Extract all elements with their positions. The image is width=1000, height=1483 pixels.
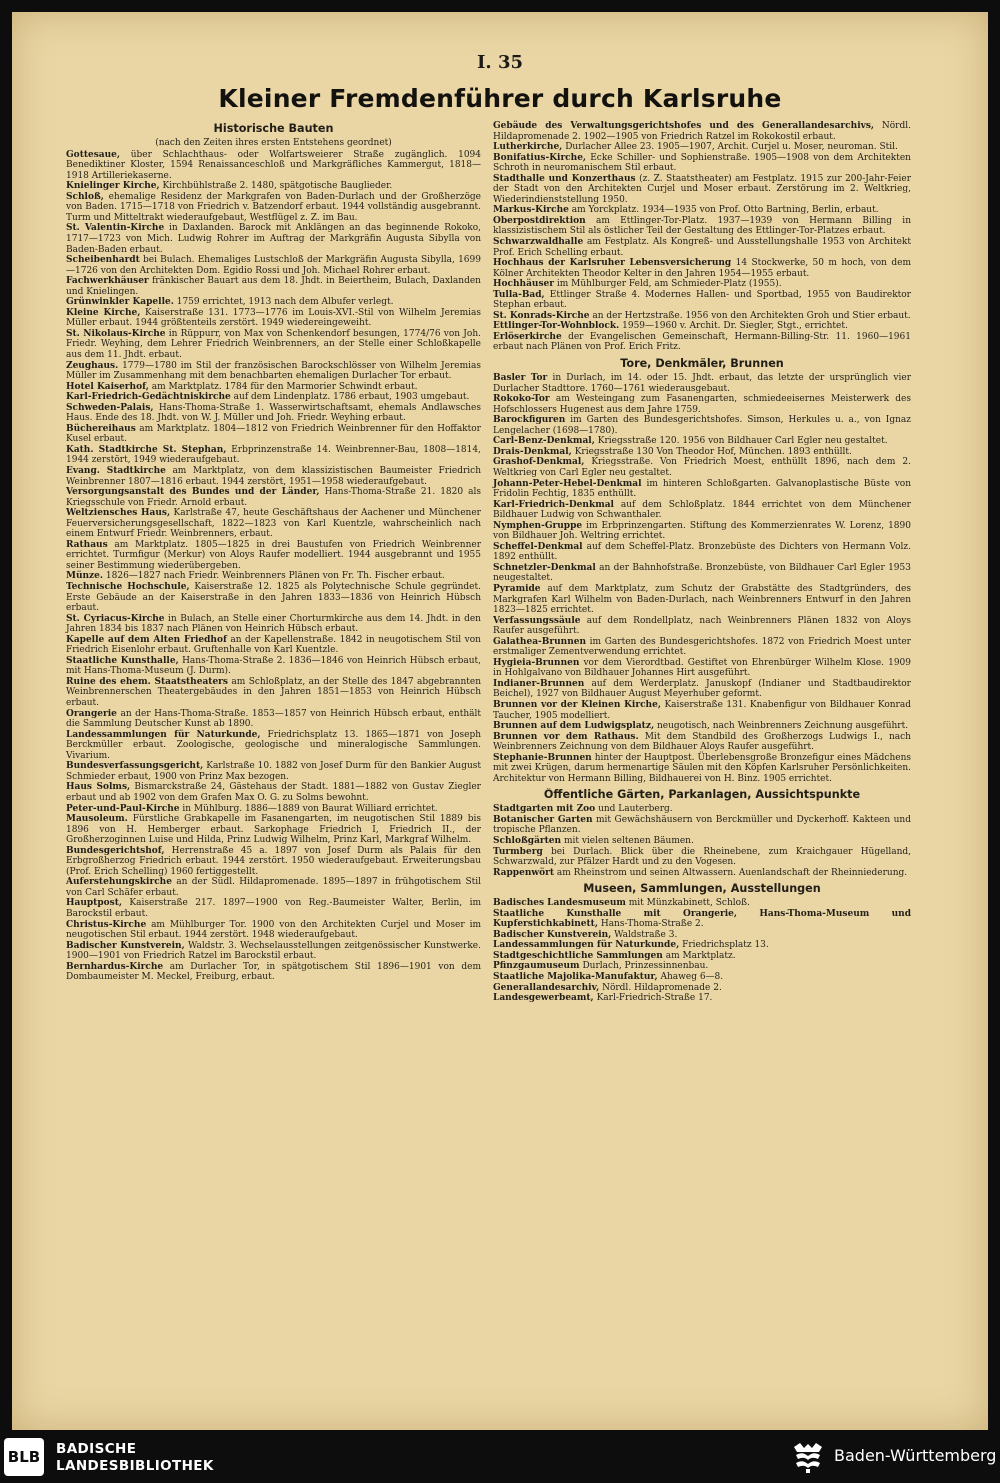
entry-text: 1959—1960 v. Archit. Dr. Siegler, Stgt., errichtet. <box>622 321 848 332</box>
entry-title: Münze. <box>66 571 104 582</box>
entry-text: Kriegsstraße 120. 1956 von Bildhauer Carl Egler neu gestaltet. <box>597 436 888 447</box>
entry-text: 1759 errichtet, 1913 nach dem Albufer verlegt. <box>176 297 394 308</box>
entry-text: Karlstraße 10. 1882 von Josef Durm für den Bankier August Schmieder erbaut, 1900 von Prinz Max bezogen. <box>66 761 481 782</box>
entry-title: Grünwinkler Kapelle. <box>66 297 174 308</box>
entry-title: Carl-Benz-Denkmal, <box>493 436 595 447</box>
list-item <box>493 436 911 447</box>
entry-text: hinter der Hauptpost. Überlebensgroße Bronzefigur eines Mädchens mit zwei Krügen, darum hermenartige Säulen mit den Köpfen Karlsruher Persönlichkeiten. Architektur von Hermann Billing, Bildhauerei von H. Binz. 1905 errichtet. <box>493 752 911 784</box>
entry-title: Bundesgerichtshof, <box>66 845 165 856</box>
list-item <box>66 709 481 730</box>
list-item <box>493 142 911 153</box>
entry-text: vor dem Vierordtbad. Gestiftet von Ehrenbürger Wilhelm Klose. 1909 in Hohlgalvano von Bildhauer Johannes Hirt ausgeführt. <box>493 657 911 679</box>
left-column <box>66 122 481 983</box>
list-item <box>493 898 911 909</box>
entry-text: Kirchbühlstraße 2. 1480, spätgotische Bauglieder. <box>162 181 393 192</box>
entry-title: Evang. Stadtkirche <box>66 466 166 476</box>
entry-title: Lutherkirche, <box>493 142 563 153</box>
list-item <box>493 658 911 679</box>
entry-title: Weltziensches Haus, <box>66 508 171 519</box>
entry-title: St. Nikolaus-Kirche <box>66 328 166 339</box>
section-heading: Museen, Sammlungen, Ausstellungen <box>583 882 821 896</box>
list-item <box>66 846 481 878</box>
list-item <box>66 150 481 182</box>
section-heading: Tore, Denkmäler, Brunnen <box>620 357 784 371</box>
list-item <box>66 445 481 466</box>
entry-text: 1779—1780 im Stil der französischen Barockschlösser von Wilhelm Jeremias Müller im Zusammenhang mit dem benachbarten ehemaligen Durlacher Tor erbaut. <box>66 360 481 382</box>
entry-title: Landessammlungen für Naturkunde, <box>493 940 680 951</box>
entry-title: Versorgungsanstalt des Bundes und der Länder, <box>66 487 320 498</box>
list-item <box>66 782 481 803</box>
entry-title: Hotel Kaiserhof, <box>66 381 149 392</box>
entry-text: 14 Stockwerke, 50 m hoch, von dem Kölner Architekten Theodor Kelter in den Jahren 1954—1955 erbaut. <box>493 258 911 279</box>
entry-text: Fürstliche Grabkapelle im Fasanengarten, im neugotischen Stil 1889 bis 1896 von H. Hemberger erbaut. Sarkophage Friedrich I, Friedrich II., der Großherzoginnen Luise und Hilda, Prinz Ludwig Wilhelm, Prinz Karl, Markgraf Wilhelm. <box>66 814 481 846</box>
entry-title: Knielinger Kirche, <box>66 181 160 192</box>
entry-text: Hans-Thoma-Straße 2. 1836—1846 von Heinrich Hübsch erbaut, mit Hans-Thoma-Museum (J. Durm). <box>66 655 481 677</box>
page-number: I. 35 <box>476 52 523 73</box>
entry-text: Durlacher Allee 23. 1905—1907, Archit. Curjel u. Moser, neuroman. Stil. <box>565 142 898 153</box>
entry-title: Brunnen vor der Kleinen Kirche, <box>493 699 661 710</box>
entry-title: Galathea-Brunnen <box>493 636 587 647</box>
entry-title: Bernhardus-Kirche <box>66 961 164 972</box>
list-item <box>66 730 481 762</box>
list-item <box>493 394 911 415</box>
list-item <box>493 951 911 962</box>
list-item <box>493 753 911 785</box>
list-item <box>66 962 481 983</box>
entry-text: fränkischer Bauart aus dem 18. Jhdt. in Beiertheim, Bulach, Daxlanden und Knielingen. <box>66 276 481 297</box>
entry-title: Nymphen-Gruppe <box>493 520 583 531</box>
list-item <box>493 332 911 353</box>
entry-text: auf dem Marktplatz, zum Schutz der Grabstätte des Stadtgründers, des Markgrafen Karl Wilhelm von Baden-Durlach, nach Weinbrenners Entwurf in den Jahren 1823—1825 errichtet. <box>493 583 911 616</box>
list-item <box>66 192 481 224</box>
entry-title: Auferstehungskirche <box>66 877 172 888</box>
entry-text: in Durlach, im 14. oder 15. Jhdt. erbaut, das letzte der ursprünglich vier Durlacher Stadttore. 1760—1761 wiederausgebaut. <box>493 373 911 394</box>
list-item <box>493 836 911 847</box>
entry-title: Schloßgärten <box>493 836 562 846</box>
library-name-line1: BADISCHE <box>56 1441 137 1457</box>
list-item <box>493 237 911 258</box>
list-item <box>66 382 481 393</box>
library-name-line2: LANDESBIBLIOTHEK <box>56 1458 214 1474</box>
list-item <box>66 403 481 424</box>
entry-title: St. Cyriacus-Kirche <box>66 613 165 624</box>
entry-title: Grashof-Denkmal, <box>493 457 585 468</box>
entry-title: Landesgewerbeamt, <box>493 993 594 1004</box>
entry-title: Oberpostdirektion <box>493 215 586 226</box>
entry-text: am Schloßplatz, an der Stelle des 1847 abgebrannten Weinbrennerschen Theatergebäudes in den Jahren 1851—1853 von Heinrich Hübsch erbaut. <box>66 676 481 709</box>
entry-title: Hygieia-Brunnen <box>493 657 580 668</box>
entry-text: auf dem Lindenplatz. 1786 erbaut, 1903 umgebaut. <box>233 392 470 403</box>
entry-text: der Evangelischen Gemeinschaft, Hermann-Billing-Str. 11. 1960—1961 erbaut nach Plänen von Prof. Erich Fritz. <box>493 331 911 353</box>
list-item <box>66 329 481 361</box>
list-item <box>493 732 911 753</box>
list-item <box>493 721 911 732</box>
document-page <box>12 12 988 1430</box>
entry-title: Basler Tor <box>493 373 548 384</box>
right-sections <box>493 353 911 1004</box>
entry-title: Staatliche Kunsthalle, <box>66 655 179 666</box>
entry-title: Brunnen vor dem Rathaus. <box>493 731 639 742</box>
entry-title: Rathaus <box>66 539 108 550</box>
entry-title: Bundesverfassungsgericht, <box>66 761 204 772</box>
entry-title: Landessammlungen für Naturkunde, <box>66 729 261 740</box>
entry-title: Stephanie-Brunnen <box>493 752 592 763</box>
entry-title: Badischer Kunstverein, <box>66 940 185 951</box>
entry-text: Herrenstraße 45 a. 1897 von Josef Durm als Palais für den Erbgroßherzog Friedrich erbaut. 1944 zerstört. 1950 wiederaufgebaut. Erweiterungsbau (Prof. Erich Schelling) 1960 fertiggestellt. <box>66 845 481 877</box>
entry-text: Friedrichsplatz 13. <box>682 940 769 951</box>
list-item <box>66 255 481 276</box>
entry-text: Kaiserstraße 12. 1825 als Polytechnische Schule gegründet. Erste Gebäude an der Kaiserstraße in den Jahren 1833—1836 von Heinrich Hübsch erbaut. <box>66 582 481 614</box>
entry-text: Friedrichsplatz 13. 1865—1871 von Joseph Berckmüller erbaut. Zoologische, geologische und mineralogische Sammlungen. Vivarium. <box>66 729 482 761</box>
list-item <box>66 392 481 403</box>
section-list <box>493 373 911 784</box>
entry-text: an der Kapellenstraße. 1842 in neugotischem Stil von Friedrich Eisenlohr erbaut. Gruftenhalle von Karl Kuentzle. <box>66 634 481 656</box>
entry-title: Schloß, <box>66 191 104 202</box>
entry-text: bei Durlach. Blick über die Rheinebene, zum Kraichgauer Hügelland, Schwarzwald, zur Pfälzer Hardt und zu den Vogesen. <box>493 846 911 868</box>
entry-title: Indianer-Brunnen <box>493 678 585 689</box>
entry-text: am Marktplatz. <box>665 950 736 961</box>
library-name[interactable] <box>56 1441 214 1475</box>
list-item <box>493 983 911 994</box>
entry-title: Rappenwört <box>493 867 555 878</box>
entry-title: Stadtgeschichtliche Sammlungen <box>493 950 663 961</box>
entry-title: Christus-Kirche <box>66 919 147 930</box>
section-list <box>493 898 911 1003</box>
entry-title: Johann-Peter-Hebel-Denkmal <box>493 478 642 489</box>
entry-title: Rokoko-Tor <box>493 394 550 405</box>
entry-title: Zeughaus. <box>66 360 119 371</box>
list-item <box>66 297 481 308</box>
list-item <box>493 961 911 972</box>
entry-text: auf dem Scheffel-Platz. Bronzebüste des Dichters von Hermann Volz. 1892 enthüllt. <box>493 541 911 563</box>
entry-title: Badischer Kunstverein, <box>493 929 612 940</box>
list-item <box>66 466 481 487</box>
list-item <box>66 424 481 445</box>
entry-text: Kaiserstraße 131. Knabenfigur von Bildhauer Konrad Taucher, 1905 modelliert. <box>493 699 911 721</box>
entry-text: in Rüppurr, von Max von Schenkendorf besungen, 1774/76 von Joh. Friedr. Weyhing, dem Lehrer Friedrich Weinbrenners, an der Stelle einer Schloßkapelle aus dem 11. Jhdt. erbaut. <box>66 328 481 360</box>
entry-title: Stadtgarten mit Zoo <box>493 804 596 815</box>
entry-text: mit Gewächshäusern von Berckmüller und Dyckerhoff. Kakteen und tropische Pflanzen. <box>493 814 911 836</box>
entry-title: Fachwerkhäuser <box>66 276 149 287</box>
list-item <box>493 321 911 332</box>
list-item <box>66 761 481 782</box>
section-list <box>493 804 911 878</box>
entry-text: Waldstr. 3. Wechselausstellungen zeitgenössischer Kunstwerke. 1900—1901 von Friedrich Ratzel im Barockstil erbaut. <box>66 940 481 962</box>
entry-text: an der Südl. Hildapromenade. 1895—1897 in frühgotischem Stil von Carl Schäfer erbaut. <box>66 877 481 898</box>
list-item <box>493 279 911 290</box>
entry-title: Badisches Landesmuseum <box>493 898 626 909</box>
entry-title: Hochhaus der Karlsruher Lebensversicherung <box>493 258 732 269</box>
entry-text: Erbprinzenstraße 14. Weinbrenner-Bau, 1808—1814, 1944 zerstört, 1949 wiederaufgebaut. <box>66 444 481 466</box>
list-item <box>66 540 481 572</box>
list-item <box>493 542 911 563</box>
list-item <box>66 308 481 329</box>
list-item <box>493 521 911 542</box>
entry-title: Haus Solms, <box>66 782 131 793</box>
list-item <box>493 479 911 500</box>
list-item <box>493 311 911 322</box>
list-item <box>493 415 911 436</box>
entry-text: am Marktplatz. 1805—1825 in drei Baustufen von Friedrich Weinbrenner errichtet. Turmfigur (Merkur) von Aloys Raufer modelliert. 1944 ausgebrannt und 1955 seiner Bestimmung wiederübergeben. <box>66 539 481 571</box>
entry-title: Peter-und-Paul-Kirche <box>66 803 180 814</box>
list-item <box>493 815 911 836</box>
entry-text: am Marktplatz, von dem klassizistischen Baumeister Friedrich Weinbrenner 1807—1816 erbaut. 1944 zerstört, 1951—1958 wiederaufgebaut. <box>66 466 481 487</box>
entry-text: Ettlinger Straße 4. Modernes Hallen- und Sportbad, 1955 von Baudirektor Stephan erbaut. <box>493 289 911 311</box>
list-item <box>66 877 481 898</box>
list-item <box>493 447 911 458</box>
entry-text: an der Hertzstraße. 1956 von den Architekten Groh und Stier erbaut. <box>592 310 911 321</box>
list-item <box>493 563 911 584</box>
entry-title: Büchereihaus <box>66 423 136 434</box>
entry-text: (z. Z. Staatstheater) am Festplatz. 1915 zur 200-Jahr-Feier der Stadt von den Architekten Curjel und Moser erbaut. Zerstörung im 2. Weltkrieg, Wiederindienststellung 1950. <box>493 173 911 205</box>
list-item <box>66 181 481 192</box>
list-item <box>493 868 911 879</box>
entry-text: 1826—1827 nach Friedr. Weinbrenners Plänen von Fr. Th. Fischer erbaut. <box>105 571 445 582</box>
entry-text: und Lauterberg. <box>598 804 673 815</box>
entry-text: am Rheinstrom und seinen Altwassern. Auenlandschaft der Rheinniederung. <box>556 867 908 878</box>
entry-text: an der Bahnhofstraße. Bronzebüste, von Bildhauer Carl Egler 1953 neugestaltet. <box>493 562 911 584</box>
list-item <box>493 290 911 311</box>
entry-title: Bonifatius-Kirche, <box>493 152 587 163</box>
list-item <box>493 153 911 174</box>
list-item <box>66 804 481 815</box>
right-column <box>493 121 911 1004</box>
entry-text: mit vielen seltenen Bäumen. <box>563 836 694 846</box>
entry-text: im Garten des Bundesgerichtshofes. 1872 von Friedrich Moest unter erstmaliger Zementverwendung errichtet. <box>493 636 911 658</box>
entry-text: mit Münzkabinett, Schloß. <box>628 898 750 909</box>
list-item <box>493 121 911 142</box>
list-item <box>493 258 911 279</box>
entry-text: über Schlachthaus- oder Wolfartsweierer Straße zugänglich. 1094 Benediktiner Kloster, 1594 Renaissanceschloß und Markgräfliches Kammergut, 1818—1918 Artilleriekaserne. <box>66 149 481 181</box>
list-item <box>66 656 481 677</box>
entry-title: Orangerie <box>66 708 117 719</box>
entry-title: Kleine Kirche, <box>66 307 141 318</box>
entry-title: Markus-Kirche <box>493 205 569 216</box>
entry-text: am Festplatz. Als Kongreß- und Ausstellungshalle 1953 von Architekt Prof. Erich Schelling erbaut. <box>493 237 911 258</box>
entry-text: Hans-Thoma-Straße 21. 1820 als Kriegsschule von Friedr. Arnold erbaut. <box>66 487 481 508</box>
list-item <box>493 174 911 206</box>
entry-text: im Garten des Bundesgerichtshofes. Simson, Herkules u. a., von Ignaz Lengelacher (1698—1780). <box>493 415 911 436</box>
entry-title: Barockfiguren <box>493 415 566 426</box>
entry-text: in Bulach, an Stelle einer Chorturmkirche aus dem 14. Jhdt. in den Jahren 1834 bis 1837 nach Plänen von Heinrich Hübsch erbaut. <box>66 613 481 635</box>
blb-logo[interactable] <box>4 1438 44 1476</box>
entry-title: Kath. Stadtkirche St. Stephan, <box>66 444 227 455</box>
entry-text: am Ettlinger-Tor-Platz. 1937—1939 von Hermann Billing in klassizistischem Stil als östlicher Teil der Gestaltung des Ettlinger-Tor-Platzes erbaut. <box>493 215 911 237</box>
list-item <box>66 276 481 297</box>
list-item <box>493 373 911 394</box>
entry-title: Gebäude des Verwaltungsgerichtshofes und des Generallandesarchivs, <box>493 121 875 131</box>
entry-title: Karl-Friedrich-Denkmal <box>493 499 614 510</box>
entry-title: Karl-Friedrich-Gedächtniskirche <box>66 392 231 403</box>
list-item <box>66 508 481 540</box>
entry-title: Generallandesarchiv, <box>493 982 600 993</box>
entry-text: Kriegsstraße 130 Von Theodor Hof, München. 1893 enthüllt. <box>574 446 852 457</box>
entry-title: Brunnen auf dem Ludwigsplatz, <box>493 721 655 732</box>
entry-title: St. Valentin-Kirche <box>66 223 165 234</box>
footer-bar <box>0 1430 1000 1483</box>
entry-text: am Durlacher Tor, in spätgotischem Stil 1896—1901 von dem Dombaumeister M. Meckel, Freiburg, erbaut. <box>66 961 481 983</box>
list-item <box>66 677 481 709</box>
entry-title: Kapelle auf dem Alten Friedhof <box>66 634 227 645</box>
entry-title: St. Konrads-Kirche <box>493 310 590 321</box>
entry-text: im Mühlburger Feld, am Schmieder-Platz (1955). <box>556 279 782 290</box>
list-item <box>66 614 481 635</box>
entry-title: Pyramide <box>493 583 541 594</box>
entry-text: am Mühlburger Tor. 1900 von den Architekten Curjel und Moser im neugotischen Stil erbaut. 1944 zerstört. 1948 wiederaufgebaut. <box>66 919 481 941</box>
entry-text: in Mühlburg. 1886—1889 von Baurat Williard errichtet. <box>182 803 438 814</box>
coat-of-arms-icon <box>790 1439 826 1475</box>
list-item <box>66 571 481 582</box>
list-item <box>493 700 911 721</box>
entry-text: Karl-Friedrich-Straße 17. <box>596 993 713 1004</box>
entry-text: im Erbprinzengarten. Stiftung des Kommerzienrates W. Lorenz, 1890 von Bildhauer Joh. Weltring errichtet. <box>493 520 911 542</box>
entry-title: Erlöserkirche <box>493 331 562 342</box>
entry-text: bei Bulach. Ehemaliges Lustschloß der Markgräfin Augusta Sibylla, 1699—1726 von den Architekten Dom. Egidio Rossi und Joh. Michael Rohrer erbaut. <box>66 255 481 276</box>
entry-text: am Yorckplatz. 1934—1935 von Prof. Otto Bartning, Berlin, erbaut. <box>571 205 879 216</box>
entry-text: Kriegsstraße. Von Friedrich Moest, enthüllt 1896, nach dem 2. Weltkrieg von Carl Egler neu gestaltet. <box>493 457 911 478</box>
list-item <box>66 920 481 941</box>
list-item <box>66 814 481 846</box>
list-item <box>66 941 481 962</box>
entry-text: Nördl. Hildapromenade 2. 1902—1905 von Friedrich Ratzel im Rokokostil erbaut. <box>493 121 911 142</box>
list-item <box>493 216 911 237</box>
list-item <box>493 457 911 478</box>
list-item <box>66 635 481 656</box>
list-item <box>493 804 911 815</box>
list-item <box>66 582 481 614</box>
entry-text: Kaiserstraße 131. 1773—1776 im Louis-XVI.-Stil von Wilhelm Jeremias Müller erbaut. 1944 größtenteils zerstört. 1949 wiedereingeweiht. <box>66 307 482 329</box>
entry-title: Schwarzwaldhalle <box>493 237 584 248</box>
list-item <box>66 223 481 255</box>
entry-title: Hochhäuser <box>493 279 554 290</box>
entry-text: auf dem Rondellplatz, nach Weinbrenners Plänen 1832 von Aloys Raufer ausgeführt. <box>493 615 911 637</box>
entry-title: Ruine des ehem. Staatstheaters <box>66 676 228 687</box>
entry-text: Bismarckstraße 24, Gästehaus der Stadt. 1881—1882 von Gustav Ziegler erbaut und ab 1902 von dem Grafen Max O. G. zu Solms bewohnt. <box>66 782 481 803</box>
list-item <box>493 930 911 941</box>
entry-title: Verfassungssäule <box>493 615 581 626</box>
entry-text: an der Hans-Thoma-Straße. 1853—1857 von Heinrich Hübsch erbaut, enthält die Sammlung Deutscher Kunst ab 1890. <box>66 708 481 730</box>
entry-text: Kaiserstraße 217. 1897—1900 von Reg.-Baumeister Walter, Berlin, im Barockstil erbaut. <box>66 898 481 919</box>
entry-title: Botanischer Garten <box>493 814 593 825</box>
entry-title: Tulla-Bad, <box>493 289 545 300</box>
list-item <box>493 584 911 616</box>
list-item <box>66 361 481 382</box>
list-item <box>493 679 911 700</box>
list-item <box>493 993 911 1004</box>
entry-title: Turmberg <box>493 846 543 857</box>
entry-text: Hans-Thoma-Straße 2. <box>600 919 704 930</box>
entry-text: Durlach, Prinzessinnenbau. <box>582 961 709 972</box>
entry-text: in Daxlanden. Barock mit Anklängen an das beginnende Rokoko, 1717—1723 von Mich. Ludwig Rohrer im Auftrag der Markgräfin Augusta Sibylla von Baden-Baden erbaut. <box>66 223 481 255</box>
list-item <box>493 205 911 216</box>
list-item <box>66 487 481 508</box>
list-item <box>493 500 911 521</box>
page-title: Kleiner Fremdenführer durch Karlsruhe <box>218 84 782 113</box>
entry-text: Hans-Thoma-Straße 1. Wasserwirtschaftsamt, ehemals Andlawsches Haus. Ende des 18. Jhdt. von W. J. Müller und Joh. Friedr. Weyhing erbaut. <box>66 402 481 424</box>
historic-buildings-list <box>66 150 481 983</box>
entry-text: Ahaweg 6—8. <box>660 972 724 983</box>
entry-title: Ettlinger-Tor-Wohnblock. <box>493 321 620 332</box>
entry-title: Pfinzgaumuseum <box>493 961 580 972</box>
entry-title: Stadthalle und Konzerthaus <box>493 173 636 184</box>
entry-text: Ecke Schiller- und Sophienstraße. 1905—1908 von dem Architekten Schroth in neuromanischem Stil erbaut. <box>493 152 911 174</box>
state-name[interactable]: Baden-Württemberg <box>834 1446 997 1465</box>
list-item <box>493 909 911 930</box>
entry-title: Schnetzler-Denkmal <box>493 562 596 573</box>
entry-title: Technische Hochschule, <box>66 582 190 593</box>
entry-text: auf dem Schloßplatz. 1844 errichtet von dem Münchener Bildhauer Ludwig von Schwanthaler. <box>493 499 911 521</box>
entry-text: Mit dem Standbild des Großherzogs Ludwigs I., nach Weinbrenners Zeichnung von dem Bildhauer Aloys Raufer ausgeführt. <box>493 731 911 753</box>
list-item <box>493 847 911 868</box>
list-item <box>66 898 481 919</box>
entry-title: Hauptpost, <box>66 898 122 909</box>
section-heading: Öffentliche Gärten, Parkanlagen, Aussichtspunkte <box>543 788 861 802</box>
section-subheading: (nach den Zeiten ihres ersten Entstehens geordnet) <box>155 138 392 148</box>
entry-text: Karlstraße 47, heute Geschäftshaus der Aachener und Münchener Feuerversicherungsgesellschaft, 1822—1823 von Karl Kuentzle, wahrscheinlich nach einem Entwurf Friedr. Weinbrenners, erbaut. <box>66 508 481 540</box>
blb-logo-text: BLB <box>7 1448 41 1466</box>
entry-text: ehemalige Residenz der Markgrafen von Baden-Durlach und der Großherzöge von Baden. 1715—1718 von Friedrich v. Batzendorf erbaut. 1944 vollständig ausgebrannt. Turm und Mitteltrakt wiederaufgebaut, Westflügel z. Z. im Bau. <box>66 191 481 223</box>
list-item <box>493 972 911 983</box>
entry-text: im hinteren Schloßgarten. Galvanoplastische Büste von Fridolin Fechtig, 1835 enthüllt. <box>493 478 911 500</box>
historic-buildings-continued-list <box>493 121 911 353</box>
entry-text: am Westeingang zum Fasanengarten, schmiedeeisernes Meisterwerk des Hofschlossers Hugenest aus dem Jahre 1759. <box>493 394 911 415</box>
entry-text: Nördl. Hildapromenade 2. <box>602 982 722 993</box>
entry-title: Drais-Denkmal, <box>493 446 572 457</box>
entry-title: Mausoleum. <box>66 814 128 825</box>
list-item <box>493 616 911 637</box>
entry-text: Waldstraße 3. <box>614 929 678 940</box>
entry-text: am Marktplatz. 1804—1812 von Friedrich Weinbrenner für den Hoffaktor Kusel erbaut. <box>66 423 481 445</box>
entry-text: auf dem Werderplatz. Januskopf (Indianer und Stadtbaudirektor Beichel), 1927 von Bildhauer August Meyerhuber geformt. <box>493 678 911 700</box>
entry-title: Gottesaue, <box>66 149 121 160</box>
entry-text: am Marktplatz. 1784 für den Marmorier Schwindt erbaut. <box>151 381 418 392</box>
entry-title: Staatliche Kunsthalle mit Orangerie, Hans-Thoma-Museum und Kupferstichkabinett, <box>493 908 911 930</box>
entry-title: Staatliche Majolika-Manufaktur, <box>493 972 658 983</box>
section-heading-historic-buildings: Historische Bauten <box>213 122 334 135</box>
list-item <box>493 637 911 658</box>
entry-text: neugotisch, nach Weinbrenners Zeichnung ausgeführt. <box>656 721 909 732</box>
entry-title: Scheibenhardt <box>66 255 140 266</box>
entry-title: Scheffel-Denkmal <box>493 541 583 552</box>
entry-title: Schweden-Palais, <box>66 402 154 413</box>
list-item <box>493 940 911 951</box>
